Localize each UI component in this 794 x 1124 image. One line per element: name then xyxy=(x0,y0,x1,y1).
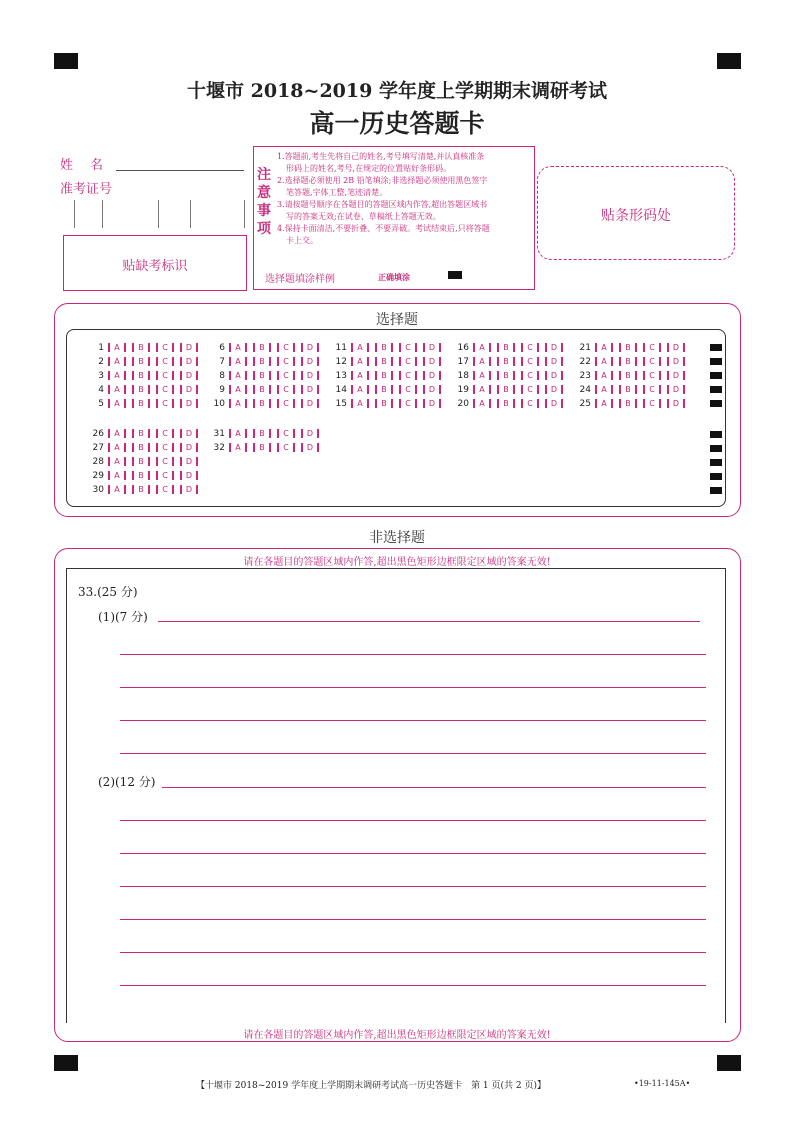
option-bubble[interactable]: A xyxy=(473,357,491,366)
answer-line[interactable] xyxy=(120,820,706,821)
question-number: 20 xyxy=(457,399,469,409)
option-bubble[interactable]: B xyxy=(497,399,515,408)
question-row xyxy=(90,457,204,469)
question-row xyxy=(211,385,325,397)
option-bubble[interactable]: D xyxy=(545,399,563,408)
timing-mark xyxy=(710,445,722,452)
option-bubble[interactable]: B xyxy=(375,399,393,408)
question-number: 2 xyxy=(98,357,104,367)
question-row xyxy=(455,343,569,355)
option-bubble[interactable]: C xyxy=(521,385,539,394)
option-bubble[interactable]: A xyxy=(108,343,126,352)
option-bubble[interactable]: B xyxy=(253,385,271,394)
question-row xyxy=(455,399,569,411)
option-bubble[interactable]: C xyxy=(277,371,295,380)
option-bubble[interactable]: D xyxy=(301,399,319,408)
option-bubble[interactable]: D xyxy=(180,457,198,466)
question-number: 25 xyxy=(579,399,591,409)
option-bubble[interactable]: B xyxy=(132,343,150,352)
name-label: 姓 名 xyxy=(60,158,106,173)
question-row xyxy=(333,399,447,411)
option-bubble[interactable]: D xyxy=(180,485,198,494)
option-bubble[interactable]: D xyxy=(667,343,685,352)
option-bubble[interactable]: A xyxy=(108,485,126,494)
option-bubble[interactable]: D xyxy=(180,385,198,394)
answer-line[interactable] xyxy=(120,952,706,953)
option-bubble[interactable]: B xyxy=(132,485,150,494)
option-bubble[interactable]: B xyxy=(619,357,637,366)
nonchoice-title: 非选择题 xyxy=(369,530,425,546)
option-bubble[interactable]: B xyxy=(497,343,515,352)
question-row xyxy=(211,357,325,369)
registration-mark-top-right xyxy=(717,53,741,69)
question-number: 5 xyxy=(98,399,104,409)
option-bubble[interactable]: B xyxy=(253,357,271,366)
question-row xyxy=(90,443,204,455)
option-bubble[interactable]: C xyxy=(156,399,174,408)
option-bubble[interactable]: C xyxy=(156,485,174,494)
question-row xyxy=(90,485,204,497)
answer-line[interactable] xyxy=(120,853,706,854)
question-row xyxy=(90,385,204,397)
name-field[interactable] xyxy=(116,170,244,171)
option-bubble[interactable]: A xyxy=(351,357,369,366)
answer-area-frame xyxy=(66,568,726,1023)
question-row xyxy=(90,343,204,355)
question-number: 1 xyxy=(98,343,104,353)
option-bubble[interactable]: C xyxy=(643,357,661,366)
option-bubble[interactable]: B xyxy=(132,429,150,438)
question-row xyxy=(577,385,691,397)
question-row xyxy=(577,343,691,355)
option-bubble[interactable]: D xyxy=(180,443,198,452)
option-bubble[interactable]: A xyxy=(229,357,247,366)
option-bubble[interactable]: B xyxy=(132,443,150,452)
option-bubble[interactable]: C xyxy=(156,457,174,466)
option-bubble[interactable]: D xyxy=(545,385,563,394)
timing-mark xyxy=(710,473,722,480)
notes-heading: 注 意 事 项 xyxy=(257,167,271,237)
option-bubble[interactable]: C xyxy=(399,357,417,366)
card-title: 高一历史答题卡 xyxy=(309,109,485,138)
exam-title: 十堰市 2018~2019 学年度上学期期末调研考试 xyxy=(187,80,607,102)
option-bubble[interactable]: A xyxy=(473,385,491,394)
question-row xyxy=(211,399,325,411)
option-bubble[interactable]: B xyxy=(132,399,150,408)
question-number: 19 xyxy=(457,385,469,395)
question-row xyxy=(211,443,325,455)
absent-mark-label: 贴缺考标识 xyxy=(122,259,188,274)
question-row xyxy=(455,357,569,369)
question-number: 7 xyxy=(219,357,225,367)
option-bubble[interactable]: C xyxy=(643,399,661,408)
option-bubble[interactable]: B xyxy=(253,429,271,438)
answer-line[interactable] xyxy=(120,886,706,887)
option-bubble[interactable]: C xyxy=(399,371,417,380)
question-number: 27 xyxy=(92,443,104,453)
timing-mark xyxy=(710,400,722,407)
option-bubble[interactable]: B xyxy=(132,457,150,466)
option-bubble[interactable]: D xyxy=(545,357,563,366)
question-number: 23 xyxy=(579,371,591,381)
option-bubble[interactable]: D xyxy=(423,399,441,408)
option-bubble[interactable]: C xyxy=(277,343,295,352)
question-row xyxy=(333,385,447,397)
option-bubble[interactable]: A xyxy=(108,429,126,438)
answer-line[interactable] xyxy=(120,654,706,655)
exam-id-boxes[interactable] xyxy=(74,200,246,228)
question-number: 9 xyxy=(219,385,225,395)
question-row xyxy=(90,399,204,411)
option-bubble[interactable]: C xyxy=(521,343,539,352)
option-bubble[interactable]: C xyxy=(643,343,661,352)
notes-text: 1.答题前,考生先将自己的姓名,考号填写清楚,并认真核准条 形码上的姓名,考号,在规定的位置贴好条形码。 2.选择题必须使用 2B 铅笔填涂;非选择题必须使用黑色签字 笔答题,字体工整,笔迹清楚。 3.请按题号顺序在各题目的答题区域内作答,超出答题区域书 写的答案无效;在试卷、草稿纸上答题无效。 4.保持卡面清洁,不要折叠、不要弄破。考试结束后,只将答题 卡上交。 xyxy=(277,152,490,245)
option-bubble[interactable]: A xyxy=(595,385,613,394)
question-row xyxy=(577,357,691,369)
registration-mark-bottom-left xyxy=(54,1055,78,1071)
question-row xyxy=(577,371,691,383)
fill-sample-label: 选择题填涂样例 xyxy=(265,274,335,285)
option-bubble[interactable]: C xyxy=(399,399,417,408)
question-number: 10 xyxy=(213,399,225,409)
option-bubble[interactable]: C xyxy=(521,399,539,408)
part-2-label: (2)(12 分) xyxy=(98,775,156,789)
question-number: 15 xyxy=(335,399,347,409)
question-row xyxy=(333,371,447,383)
question-row xyxy=(90,357,204,369)
registration-mark-top-left xyxy=(54,53,78,69)
option-bubble[interactable]: C xyxy=(643,385,661,394)
question-row xyxy=(211,371,325,383)
question-number: 24 xyxy=(579,385,591,395)
option-bubble[interactable]: A xyxy=(595,371,613,380)
option-bubble[interactable]: A xyxy=(108,385,126,394)
option-bubble[interactable]: D xyxy=(180,371,198,380)
question-number: 18 xyxy=(457,371,469,381)
answer-line[interactable] xyxy=(120,919,706,920)
option-bubble[interactable]: D xyxy=(545,343,563,352)
answer-line[interactable] xyxy=(120,753,706,754)
option-bubble[interactable]: C xyxy=(521,371,539,380)
question-row xyxy=(211,429,325,441)
option-bubble[interactable]: D xyxy=(301,357,319,366)
option-bubble[interactable]: A xyxy=(229,429,247,438)
option-bubble[interactable]: D xyxy=(301,429,319,438)
option-bubble[interactable]: A xyxy=(229,385,247,394)
option-bubble[interactable]: B xyxy=(375,357,393,366)
timing-mark xyxy=(710,344,722,351)
option-bubble[interactable]: B xyxy=(497,371,515,380)
answer-line[interactable] xyxy=(120,720,706,721)
question-number: 13 xyxy=(335,371,347,381)
option-bubble[interactable]: A xyxy=(108,371,126,380)
option-bubble[interactable]: C xyxy=(521,357,539,366)
answer-line[interactable] xyxy=(158,621,700,622)
question-number: 16 xyxy=(457,343,469,353)
option-bubble[interactable]: A xyxy=(351,385,369,394)
correct-fill-label: 正确填涂 xyxy=(378,273,410,282)
option-bubble[interactable]: B xyxy=(619,343,637,352)
option-bubble[interactable]: A xyxy=(473,371,491,380)
option-bubble[interactable]: C xyxy=(277,443,295,452)
question-number: 8 xyxy=(219,371,225,381)
option-bubble[interactable]: A xyxy=(473,343,491,352)
question-number: 29 xyxy=(92,471,104,481)
question-number: 4 xyxy=(98,385,104,395)
option-bubble[interactable]: C xyxy=(277,399,295,408)
option-bubble[interactable]: C xyxy=(156,471,174,480)
option-bubble[interactable]: C xyxy=(277,357,295,366)
option-bubble[interactable]: B xyxy=(253,399,271,408)
question-row xyxy=(577,399,691,411)
option-bubble[interactable]: D xyxy=(667,371,685,380)
option-bubble[interactable]: A xyxy=(108,457,126,466)
option-bubble[interactable]: B xyxy=(132,471,150,480)
option-bubble[interactable]: C xyxy=(156,357,174,366)
question-number: 17 xyxy=(457,357,469,367)
option-bubble[interactable]: B xyxy=(253,443,271,452)
question-number: 30 xyxy=(92,485,104,495)
option-bubble[interactable]: C xyxy=(156,385,174,394)
option-bubble[interactable]: D xyxy=(301,443,319,452)
option-bubble[interactable]: A xyxy=(229,443,247,452)
option-bubble[interactable]: A xyxy=(595,357,613,366)
option-bubble[interactable]: D xyxy=(545,371,563,380)
option-bubble[interactable]: B xyxy=(619,385,637,394)
option-bubble[interactable]: C xyxy=(156,371,174,380)
option-bubble[interactable]: D xyxy=(301,371,319,380)
question-row xyxy=(211,343,325,355)
timing-mark xyxy=(710,487,722,494)
question-number: 14 xyxy=(335,385,347,395)
question-row xyxy=(333,357,447,369)
answer-area-warning-bottom: 请在各题目的答题区域内作答,超出黑色矩形边框限定区域的答案无效! xyxy=(243,1030,551,1041)
question-number: 21 xyxy=(579,343,591,353)
part-1-label: (1)(7 分) xyxy=(98,610,148,624)
option-bubble[interactable]: B xyxy=(619,399,637,408)
question-number: 26 xyxy=(92,429,104,439)
question-number: 11 xyxy=(335,343,347,353)
option-bubble[interactable]: B xyxy=(132,357,150,366)
option-bubble[interactable]: A xyxy=(229,371,247,380)
option-bubble[interactable]: A xyxy=(473,399,491,408)
option-bubble[interactable]: C xyxy=(277,385,295,394)
timing-mark xyxy=(710,431,722,438)
option-bubble[interactable]: B xyxy=(375,371,393,380)
option-bubble[interactable]: D xyxy=(423,371,441,380)
option-bubble[interactable]: D xyxy=(423,343,441,352)
option-bubble[interactable]: B xyxy=(253,371,271,380)
option-bubble[interactable]: B xyxy=(132,385,150,394)
option-bubble[interactable]: A xyxy=(229,399,247,408)
option-bubble[interactable]: D xyxy=(667,399,685,408)
answer-area-warning-top: 请在各题目的答题区域内作答,超出黑色矩形边框限定区域的答案无效! xyxy=(243,557,551,568)
option-bubble[interactable]: B xyxy=(497,357,515,366)
question-number: 12 xyxy=(335,357,347,367)
answer-line[interactable] xyxy=(162,787,706,788)
question-row xyxy=(90,471,204,483)
option-bubble[interactable]: D xyxy=(667,385,685,394)
option-bubble[interactable]: C xyxy=(399,385,417,394)
option-bubble[interactable]: D xyxy=(301,343,319,352)
option-bubble[interactable]: B xyxy=(619,371,637,380)
answer-line[interactable] xyxy=(120,985,706,986)
barcode-label: 贴条形码处 xyxy=(601,208,671,224)
option-bubble[interactable]: A xyxy=(595,343,613,352)
option-bubble[interactable]: D xyxy=(180,399,198,408)
option-bubble[interactable]: B xyxy=(253,343,271,352)
option-bubble[interactable]: A xyxy=(108,357,126,366)
option-bubble[interactable]: B xyxy=(375,385,393,394)
timing-mark xyxy=(710,459,722,466)
option-bubble[interactable]: C xyxy=(399,343,417,352)
question-number: 32 xyxy=(213,443,225,453)
option-bubble[interactable]: D xyxy=(301,385,319,394)
option-bubble[interactable]: C xyxy=(643,371,661,380)
option-bubble[interactable]: A xyxy=(229,343,247,352)
question-row xyxy=(333,343,447,355)
question-row xyxy=(90,371,204,383)
option-bubble[interactable]: C xyxy=(277,429,295,438)
option-bubble[interactable]: B xyxy=(132,371,150,380)
question-row xyxy=(455,385,569,397)
option-bubble[interactable]: C xyxy=(156,429,174,438)
question-number: 31 xyxy=(213,429,225,439)
question-number: 3 xyxy=(98,371,104,381)
registration-mark-bottom-right xyxy=(717,1055,741,1071)
timing-mark xyxy=(710,372,722,379)
option-bubble[interactable]: A xyxy=(108,471,126,480)
option-bubble[interactable]: D xyxy=(423,385,441,394)
question-row xyxy=(90,429,204,441)
exam-id-label: 准考证号 xyxy=(60,182,113,197)
correct-fill-sample xyxy=(448,271,462,279)
option-bubble[interactable]: A xyxy=(351,399,369,408)
option-bubble[interactable]: C xyxy=(156,343,174,352)
question-row xyxy=(455,371,569,383)
footer-text: 【十堰市 2018~2019 学年度上学期期末调研考试高一历史答题卡 第 1 页(共 2 页)】 xyxy=(196,1081,546,1091)
option-bubble[interactable]: B xyxy=(375,343,393,352)
question-number: 28 xyxy=(92,457,104,467)
timing-mark xyxy=(710,358,722,365)
option-bubble[interactable]: D xyxy=(180,357,198,366)
option-bubble[interactable]: D xyxy=(180,471,198,480)
question-33-label: 33.(25 分) xyxy=(78,585,138,599)
option-bubble[interactable]: D xyxy=(180,429,198,438)
option-bubble[interactable]: D xyxy=(423,357,441,366)
option-bubble[interactable]: A xyxy=(108,443,126,452)
question-number: 6 xyxy=(219,343,225,353)
option-bubble[interactable]: A xyxy=(351,371,369,380)
option-bubble[interactable]: D xyxy=(667,357,685,366)
option-bubble[interactable]: A xyxy=(351,343,369,352)
answer-line[interactable] xyxy=(120,687,706,688)
option-bubble[interactable]: A xyxy=(108,399,126,408)
option-bubble[interactable]: C xyxy=(156,443,174,452)
option-bubble[interactable]: A xyxy=(595,399,613,408)
question-number: 22 xyxy=(579,357,591,367)
option-bubble[interactable]: D xyxy=(180,343,198,352)
choice-title: 选择题 xyxy=(376,312,418,328)
footer-code: •19-11-145A• xyxy=(634,1079,691,1088)
option-bubble[interactable]: B xyxy=(497,385,515,394)
timing-mark xyxy=(710,386,722,393)
